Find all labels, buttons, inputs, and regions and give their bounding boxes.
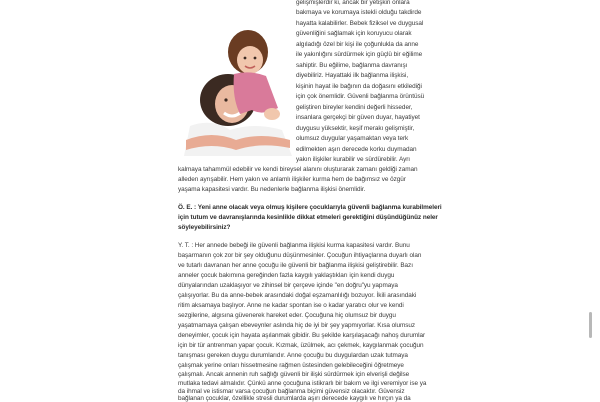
interview-answer-line: dünyalarından uzaklaşıyor ve zihinsel bir çerçeve içinde "en doğru"yu yapmaya — [178, 282, 398, 289]
scrollbar-thumb[interactable] — [589, 312, 592, 338]
interview-answer-line: bağlanan çocuklar, özellikle stresli durumlarda aşırı derecede kaygılı ve hırçın ya da — [178, 395, 411, 402]
text-line: ile yakınlığını sürdürmek için güçlü bir eğilime — [296, 51, 423, 58]
text-line: gelişmişlerdir ki, ancak bir yetişkin onlara — [296, 0, 410, 6]
text-line: yakın ilişkiler kurabilir ve sürdürebilir. Ayrı — [296, 156, 411, 163]
interview-answer-line: anneler çocuk bakımına gereğinden fazla kaygılı yaklaştıkları için kendi duygu — [178, 272, 395, 279]
text-line: sahiptir. Bu eğilime, bağlanma davranışı — [296, 62, 408, 69]
text-line: edilmekten aşırı derecede korku duymadan — [296, 146, 417, 153]
text-line: kalmaya tahammül edebilir ve kendi bireysel alanını oluşturarak zamanı geldiği zaman — [178, 166, 418, 173]
interview-question: söyleyebilirsiniz? — [178, 224, 231, 231]
text-line: alleden ayrışabilir. Hem yakın ve anlamlı ilişkiler kurma hem de bağımsız ve özgür — [178, 176, 406, 183]
interview-question: Ö. E. : Yeni anne olacak veya olmuş kişilere çocuklarıyla güvenli bağlanma kurabilmeleri — [178, 204, 442, 211]
text-line: yaşama kapasitesi vardır. Bu nedenlerle bağlanma ilişkisi önemlidir. — [178, 186, 366, 193]
interview-answer-line: yaşatmamaya çalışan ebeveynler aslında hiç de iyi bir şey yapmıyorlar. Kısa olumsuz — [178, 322, 416, 329]
text-line: bakmaya ve korumaya istekli olduğu takdirde — [296, 9, 422, 16]
interview-answer-line: mutlaka tedavi almalıdır. Çünkü anne çocuğuna istikrarlı bir bakım ve ilgi veremiyor ise ya — [178, 380, 427, 387]
text-line: hayatta kalabilirler. Bebek fiziksel ve duygusal — [296, 20, 424, 27]
interview-answer-line: çalışmak yerine onları hissetmesine rağmen üstesinden gelebileceğini öğretmeye — [178, 362, 404, 369]
mother-daughter-photo — [182, 18, 294, 156]
interview-answer-line: deneyimler, çocuk için hayata aşılanmak gibidir. Bu şekilde karşılaşacağı nahoş durumlar — [178, 332, 426, 339]
text-line: duygusu yüksektir, keşif merakı gelişmiştir, — [296, 125, 415, 132]
text-line: için çok önemlidir. Güvenli bağlanma örüntüsü — [296, 93, 425, 100]
interview-answer-line: da ihmal ve istismar varsa çocuğun bağlanma biçimi güvensiz olacaktır. Güvensiz — [178, 388, 405, 395]
interview-answer-line: ritim aksamaya başlıyor. Anne ne kadar spontan ise o kadar yaratıcı olur ve kendi — [178, 302, 404, 309]
text-line: kişinin hayat ile bağının da doğasını etkilediği — [296, 83, 422, 90]
text-line: güvenliğini sağlamak için koruyucu olarak — [296, 30, 412, 37]
interview-answer-line: çalışmalı. Ancak annenin ruh sağlığı güvenli bir ilişki sürdürmek için elverişli değilse — [178, 371, 410, 378]
text-line: geliştiren bireyler kendini değerli hisseder, — [296, 104, 413, 111]
interview-answer-line: sezgilerine, algısına güvenerek hareket eder. Çocuğuna hiç olumsuz bir duygu — [178, 312, 396, 319]
interview-question: için tutum ve davranışlarında kesinlikle dikkat etmeleri gerektiğini düşündüğünüz neler — [178, 214, 438, 221]
interview-answer-line: çalışıyorlar. Bu da anne-bebek arasındaki doğal eşzamanlılığı bozuyor. İkili arasındaki — [178, 292, 417, 299]
text-line: insanlara gerçekçi bir güven duyar, hayatiyet — [296, 114, 420, 121]
text-line: diyebiliriz. Hayattaki ilk bağlanma ilişkisi, — [296, 72, 409, 79]
interview-answer-line: başarmanın çok zor bir şey olduğunu düşünmesinler. Çocuğun ihtiyaçlarına duyarlı olan — [178, 252, 422, 259]
interview-answer-line: ve tutarlı davranan her anne çocuğu ile güvenli bir bağlanma ilişkisi geliştirebilir. Bazı — [178, 262, 413, 269]
text-line: olumsuz duygular yaşamaktan veya terk — [296, 135, 409, 142]
interview-answer-line: Y. T. : Her annede bebeği ile güvenli bağlanma ilişkisi kurma kapasitesi vardır. Bunu — [178, 242, 410, 249]
interview-answer-line: tanışması gereken duygu durumlarıdır. Anne çocuğu bu duygulardan uzak tutmaya — [178, 352, 408, 359]
interview-answer-line: için bir tür antrenman yapar çocuk. Kızmak, üzülmek, acı çekmek, kaygılanmak çocuğun — [178, 342, 424, 349]
text-line: algıladığı özel bir kişi ile çoğunlukla da anne — [296, 41, 419, 48]
